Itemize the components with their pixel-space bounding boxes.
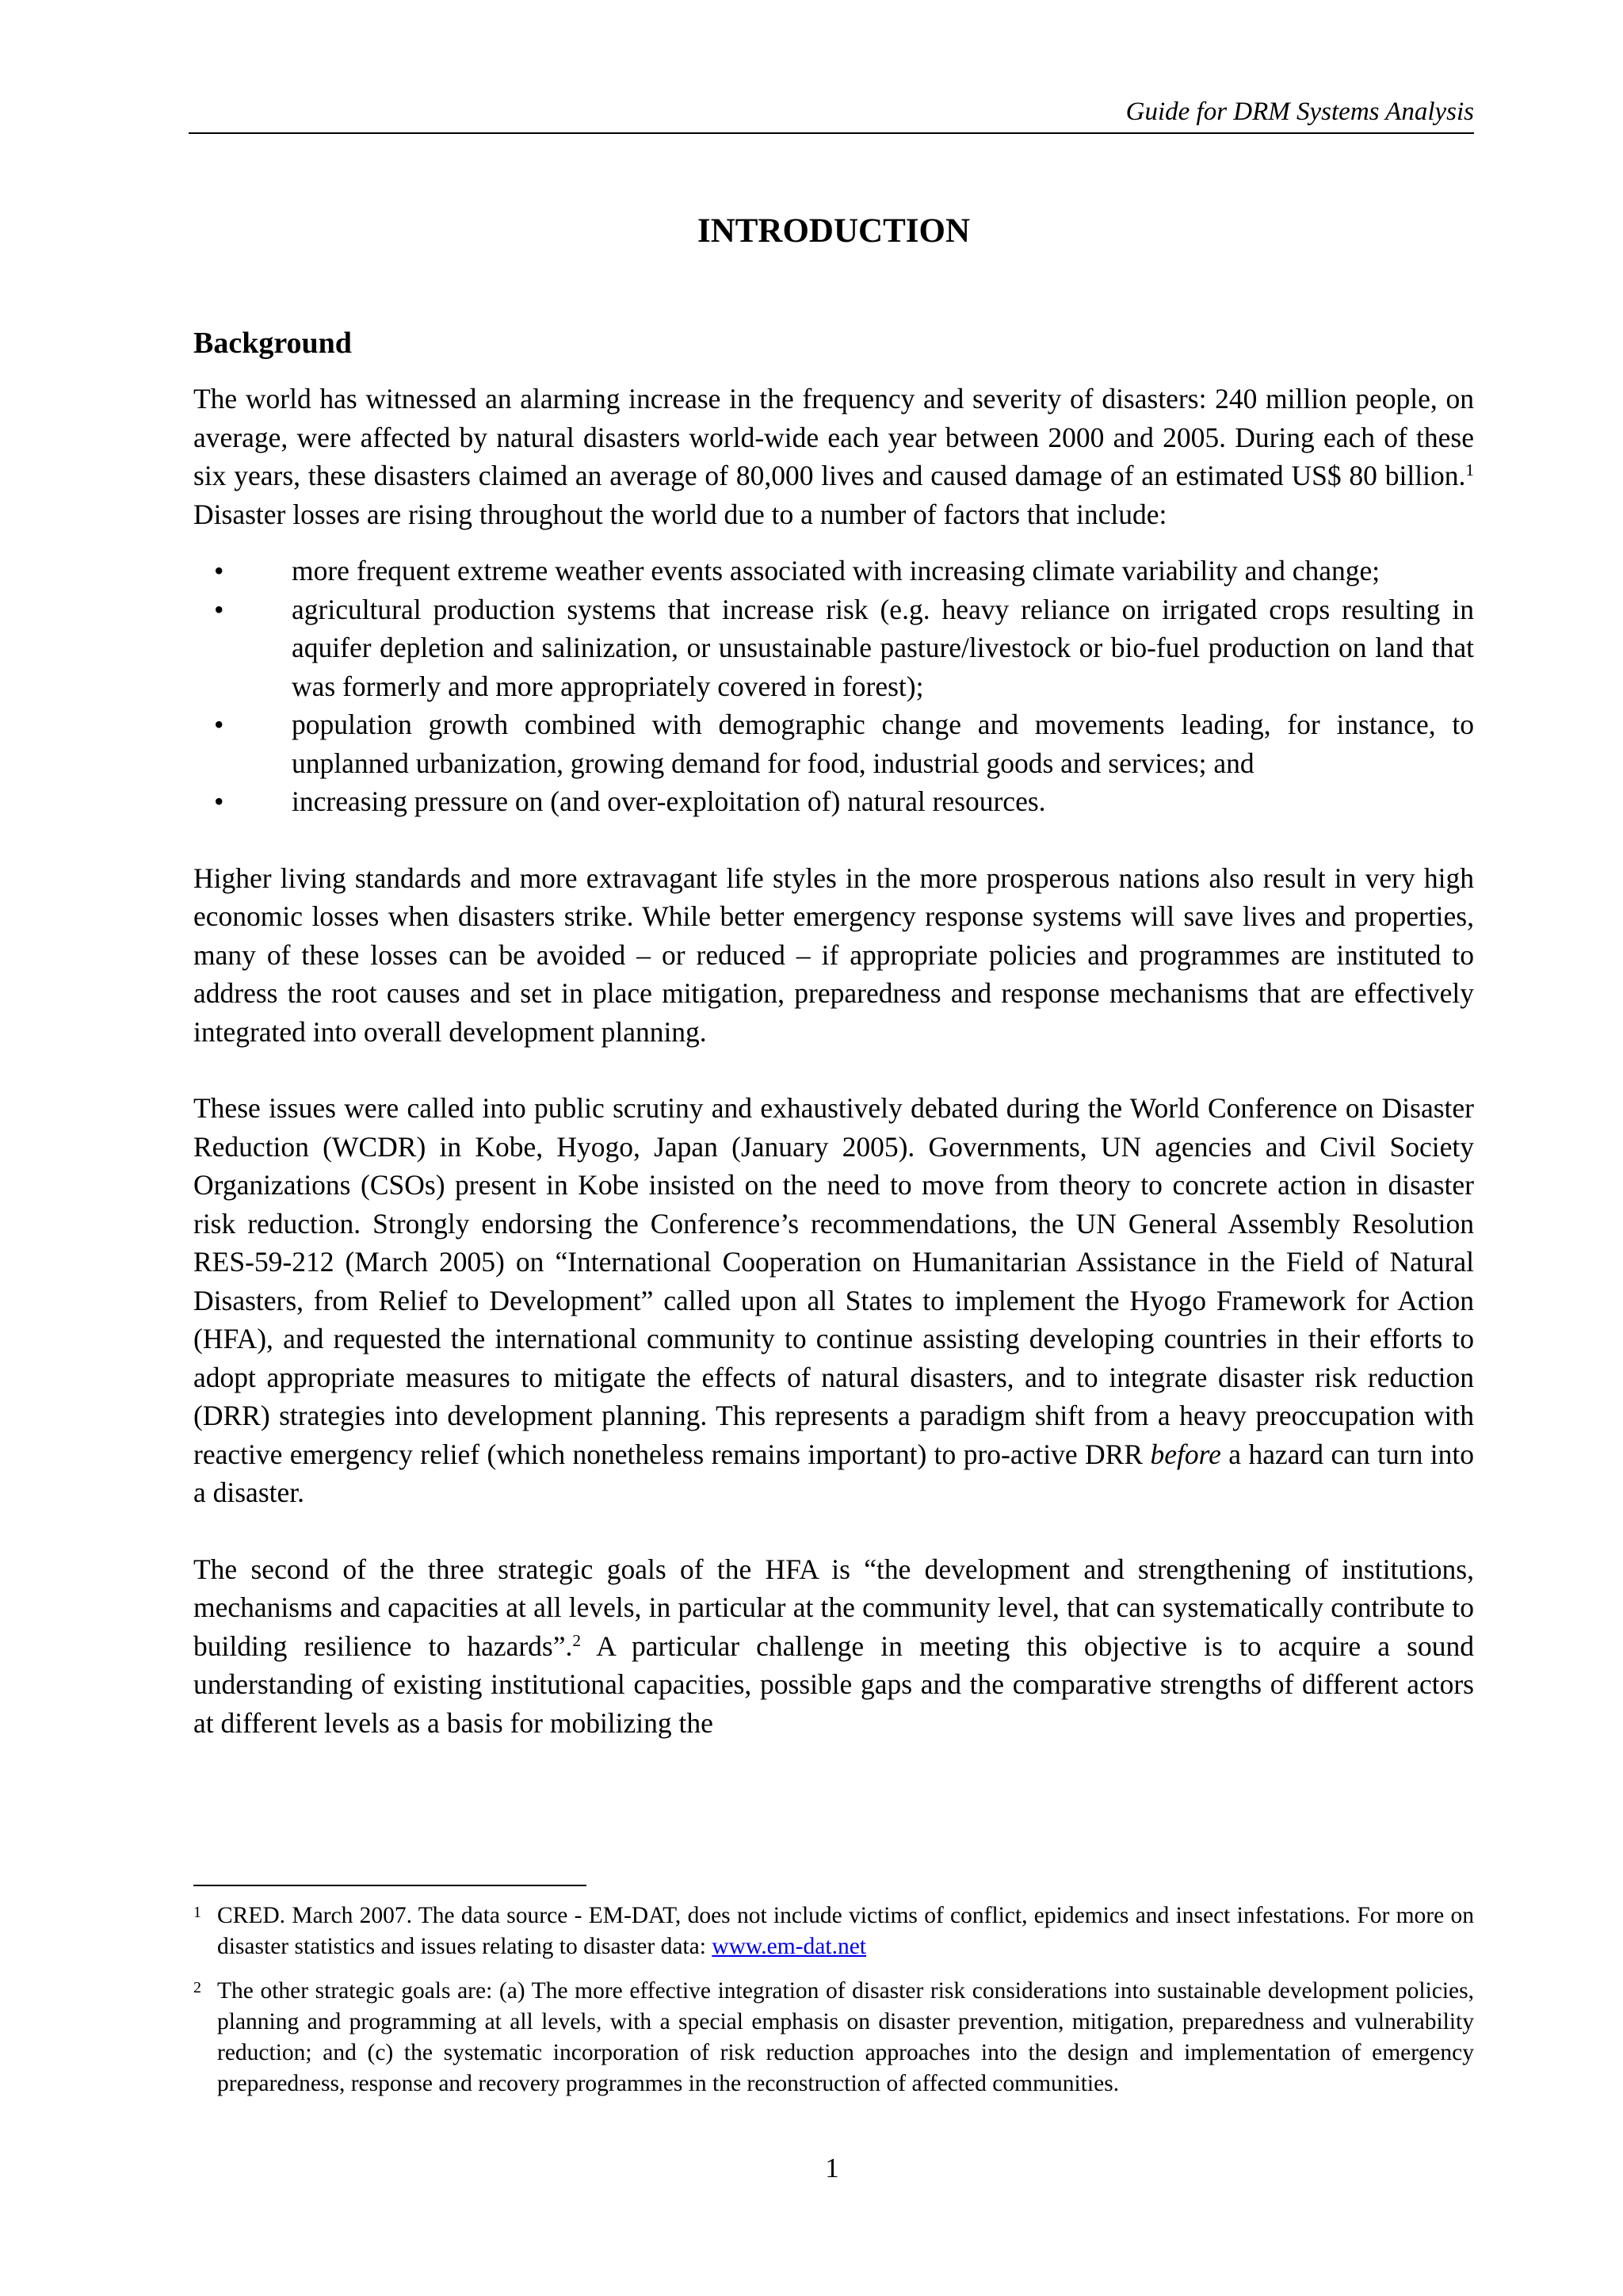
footnote-text — [217, 1901, 1474, 1962]
paragraph-1 — [193, 380, 1474, 533]
bullet-icon: • — [214, 709, 224, 740]
footnote-2 — [193, 1976, 1474, 2099]
paragraph-4-text-cont: A particular challenge in meeting this objective is to acquire a sound understanding of existing institutional capacities, possible gaps and the comparative strengths of different actors at different levels as a basis for mobilizing the — [193, 1629, 1474, 1739]
list-item-text: agricultural production systems that increase risk (e.g. heavy reliance on irrigated crops resulting in aquifer depletion and salinization, or unsustainable pasture/livestock or bio-fuel production on land that was formerly and more appropriately covered in forest); — [292, 593, 1474, 702]
running-header: Guide for DRM Systems Analysis — [1125, 97, 1474, 126]
footnote-1 — [193, 1901, 1474, 1962]
factors-list — [193, 552, 1474, 821]
list-item-text: increasing pressure on (and over-exploitation of) natural resources. — [292, 785, 1046, 817]
page-body — [193, 208, 1474, 1742]
footnote-2-text: The other strategic goals are: (a) The more effective integration of disaster risk considerations into sustainable development policies, planning and programming at all levels, with a special emphasis on disaster prevention, mitigation, preparedness and vulnerability reduction; and (c) the systematic incorporation of risk reduction approaches into the design and implementation of emergency preparedness, response and recovery programmes in the reconstruction of affected communities. — [217, 1978, 1474, 2096]
header-rule — [189, 132, 1474, 134]
paragraph-3-text: These issues were called into public scrutiny and exhaustively debated during the World Conference on Disaster Reduction (WCDR) in Kobe, Hyogo, Japan (January 2005). Governments, UN agencies and Civil Society Organizations (CSOs) present in Kobe insisted on the need to move from theory to concrete action in disaster risk reduction. Strongly endorsing the Conference’s recommendations, the UN General Assembly Resolution RES-59-212 (March 2005) on “International Cooperation on Humanitarian Assistance in the Field of Natural Disasters, from Relief to Development” called upon all States to implement the Hyogo Framework for Action (HFA), and requested the international community to continue assisting developing countries in their efforts to adopt appropriate measures to mitigate the effects of natural disasters, and to integrate disaster risk reduction (DRR) strategies into development planning. This represents a paradigm shift from a heavy preoccupation with reactive emergency relief (which nonetheless remains important) to pro-active DRR — [193, 1092, 1474, 1470]
page-number: 1 — [825, 2153, 839, 2183]
bullet-icon: • — [214, 555, 224, 586]
bullet-icon: • — [214, 785, 224, 817]
footnote-ref-2: 2 — [572, 1630, 582, 1650]
bullet-icon: • — [214, 593, 224, 625]
paragraph-1-text-cont: Disaster losses are rising throughout the world due to a number of factors that include: — [193, 498, 1167, 530]
paragraph-3-text-cont: a hazard can turn into a disaster. — [193, 1438, 1474, 1508]
footnote-number: 2 — [193, 1979, 201, 1996]
list-item — [193, 782, 1474, 821]
footnote-1-text: CRED. March 2007. The data source - EM-DAT, does not include victims of conflict, epidemics and insect infestations. For more on disaster statistics and issues relating to disaster data: — [217, 1903, 1474, 1959]
list-item — [193, 552, 1474, 590]
footnote-number: 1 — [193, 1904, 201, 1921]
paragraph-4 — [193, 1550, 1474, 1743]
page-title: INTRODUCTION — [697, 212, 971, 250]
section-heading-background: Background — [193, 327, 352, 360]
footnotes — [193, 1901, 1474, 2099]
em-dat-link[interactable]: www.em-dat.net — [712, 1934, 866, 1959]
footnote-ref-1: 1 — [1465, 460, 1474, 480]
paragraph-4-text: The second of the three strategic goals of the HFA is “the development and strengthening of institutions, mechanisms and capacities at all levels, in particular at the community level, that can systematically contribute to building resilience to hazards”. — [193, 1553, 1474, 1662]
list-item-text: population growth combined with demographic change and movements leading, for instance, to unplanned urbanization, growing demand for food, industrial goods and services; and — [292, 709, 1474, 779]
list-item — [193, 705, 1474, 782]
emphasis-before: before — [1150, 1438, 1221, 1470]
list-item-text: more frequent extreme weather events associated with increasing climate variability and change; — [292, 555, 1381, 586]
paragraph-3 — [193, 1089, 1474, 1512]
footnote-separator — [193, 1885, 586, 1886]
paragraph-2: Higher living standards and more extravagant life styles in the more prosperous nations also result in very high economic losses when disasters strike. While better emergency response systems will save lives and properties, many of these losses can be avoided – or reduced – if appropriate policies and programmes are instituted to address the root causes and set in place mitigation, preparedness and response mechanisms that are effectively integrated into overall development planning. — [193, 861, 1474, 1048]
paragraph-1-text: The world has witnessed an alarming increase in the frequency and severity of disasters: 240 million people, on average, were affected by natural disasters world-wide each year between 2000 and 2005. During each of these six years, these disasters claimed an average of 80,000 lives and caused damage of an estimated US$ 80 billion. — [193, 383, 1474, 491]
list-item — [193, 590, 1474, 706]
